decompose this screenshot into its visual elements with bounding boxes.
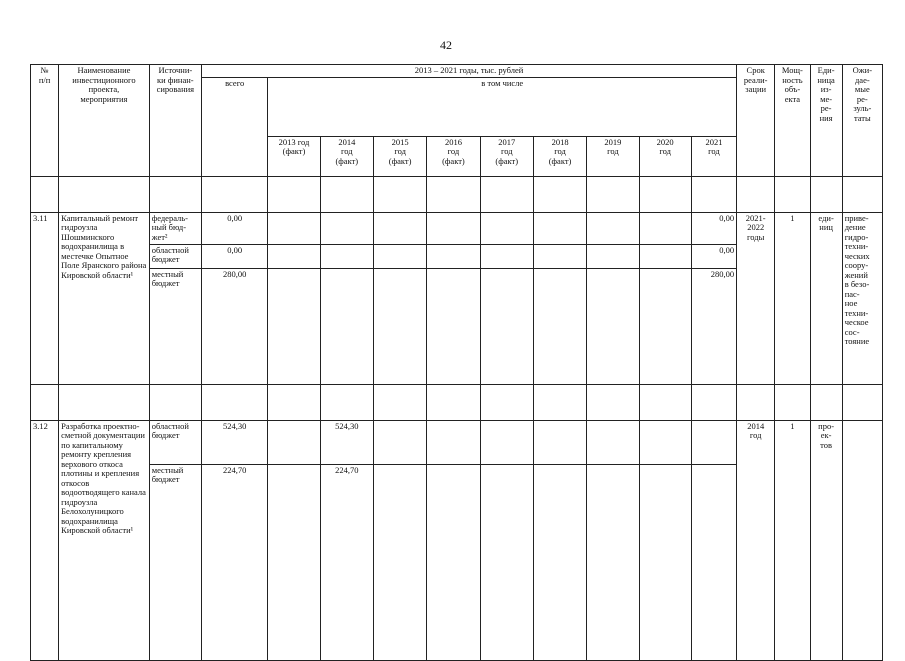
header-year-text: 2016 год (факт) bbox=[442, 136, 465, 166]
source-total bbox=[201, 268, 267, 384]
source-label-text: федераль- ный бюд- жет² bbox=[151, 212, 188, 242]
spacer-cell bbox=[201, 384, 267, 420]
source-total-text: 0,00 bbox=[227, 244, 243, 255]
header-capacity bbox=[775, 65, 810, 177]
spacer-cell bbox=[59, 384, 150, 420]
year-value-3 bbox=[427, 268, 480, 384]
year-value-3 bbox=[427, 212, 480, 244]
year-value-0 bbox=[268, 464, 320, 660]
year-value-1 bbox=[320, 244, 373, 268]
year-value-7 bbox=[639, 464, 691, 660]
spacer-cell bbox=[639, 176, 691, 212]
spacer-cell bbox=[268, 176, 320, 212]
header-year-0 bbox=[268, 136, 320, 176]
year-value-3 bbox=[427, 464, 480, 660]
spacer-cell bbox=[737, 384, 775, 420]
spacer-cell bbox=[533, 176, 586, 212]
row-unit bbox=[810, 212, 842, 384]
year-value-2 bbox=[373, 268, 426, 384]
header-year-1 bbox=[320, 136, 373, 176]
year-value-5 bbox=[533, 420, 586, 464]
year-value-8 bbox=[691, 464, 736, 660]
source-total bbox=[201, 420, 267, 464]
year-value-text: 280,00 bbox=[710, 268, 735, 279]
row-num bbox=[31, 420, 59, 660]
year-value-2 bbox=[373, 244, 426, 268]
header-capacity-text: Мощ- ность объ- екта bbox=[781, 65, 803, 104]
year-value-5 bbox=[533, 464, 586, 660]
header-period-text: 2013 – 2021 годы, тыс. рублей bbox=[414, 65, 524, 75]
year-value-5 bbox=[533, 268, 586, 384]
investment-table bbox=[30, 64, 883, 661]
header-num-text: № п/п bbox=[38, 65, 51, 85]
year-value-6 bbox=[587, 268, 639, 384]
spacer-cell bbox=[842, 176, 882, 212]
header-expected bbox=[842, 65, 882, 177]
spacer-cell bbox=[373, 384, 426, 420]
source-label bbox=[149, 464, 201, 660]
source-total-text: 524,30 bbox=[222, 420, 247, 431]
year-value-0 bbox=[268, 420, 320, 464]
source-label bbox=[149, 268, 201, 384]
year-value-0 bbox=[268, 268, 320, 384]
table-row bbox=[31, 420, 883, 464]
year-value-1 bbox=[320, 268, 373, 384]
spacer-cell bbox=[775, 176, 810, 212]
spacer-cell bbox=[149, 384, 201, 420]
year-value-7 bbox=[639, 244, 691, 268]
header-unit bbox=[810, 65, 842, 177]
spacer-cell bbox=[268, 384, 320, 420]
row-term-text: 2021- 2022 годы bbox=[745, 212, 766, 242]
year-value-5 bbox=[533, 244, 586, 268]
spacer-cell bbox=[587, 384, 639, 420]
spacer-cell bbox=[320, 384, 373, 420]
year-value-8 bbox=[691, 268, 736, 384]
spacer-cell bbox=[201, 176, 267, 212]
spacer-cell bbox=[31, 384, 59, 420]
year-value-2 bbox=[373, 212, 426, 244]
row-name-text: Разработка проектно-сметной документации по капитальному ремонту крепления верхового откоса плотины и крепления откосов водоотводящего канала гидроузла Белохолуницкого водохранилища Кировской области¹ bbox=[61, 420, 146, 535]
row-term-text: 2014 год bbox=[747, 420, 765, 440]
year-value-6 bbox=[587, 244, 639, 268]
header-year-text: 2017 год (факт) bbox=[495, 136, 519, 166]
spacer-cell bbox=[59, 176, 150, 212]
row-unit-text: еди- ниц bbox=[818, 212, 834, 232]
row-num bbox=[31, 212, 59, 384]
year-value-4 bbox=[480, 420, 533, 464]
year-value-7 bbox=[639, 212, 691, 244]
spacer-cell bbox=[31, 176, 59, 212]
year-value-3 bbox=[427, 420, 480, 464]
year-value-1 bbox=[320, 212, 373, 244]
header-term bbox=[737, 65, 775, 177]
year-value-1 bbox=[320, 464, 373, 660]
header-num bbox=[31, 65, 59, 177]
spacer-cell bbox=[691, 176, 736, 212]
header-year-3 bbox=[427, 136, 480, 176]
year-value-text: 0,00 bbox=[719, 244, 735, 255]
header-expected-text: Ожи- дае- мые ре- зуль- таты bbox=[852, 65, 873, 123]
row-term bbox=[737, 420, 775, 660]
year-value-6 bbox=[587, 212, 639, 244]
year-value-4 bbox=[480, 464, 533, 660]
header-name bbox=[59, 65, 150, 177]
spacer-cell bbox=[427, 384, 480, 420]
header-total bbox=[201, 77, 267, 176]
row-term bbox=[737, 212, 775, 384]
header-unit-text: Еди- ница из- ме- ре- ния bbox=[817, 65, 835, 123]
source-total bbox=[201, 212, 267, 244]
source-total bbox=[201, 244, 267, 268]
row-name-text: Капитальный ремонт гидроузла Шошминского водохранилища в местечке Опытное Поле Яранского района Кировской области¹ bbox=[61, 212, 147, 280]
spacer-cell bbox=[639, 384, 691, 420]
row-unit bbox=[810, 420, 842, 660]
header-source-text: Источни- ки финан- сирования bbox=[156, 65, 195, 94]
row-num-text: 3.11 bbox=[33, 212, 48, 223]
source-total bbox=[201, 464, 267, 660]
header-name-text: Наименование инвестиционного проекта, мероприятия bbox=[72, 65, 136, 104]
year-value-0 bbox=[268, 244, 320, 268]
header-year-4 bbox=[480, 136, 533, 176]
spacer-cell bbox=[533, 384, 586, 420]
source-total-text: 280,00 bbox=[222, 268, 247, 279]
row-num-text: 3.12 bbox=[33, 420, 48, 431]
year-value-6 bbox=[587, 464, 639, 660]
spacer-cell bbox=[149, 176, 201, 212]
source-label bbox=[149, 212, 201, 244]
header-year-7 bbox=[639, 136, 691, 176]
row-name bbox=[59, 420, 150, 660]
year-value-2 bbox=[373, 464, 426, 660]
spacer-cell bbox=[480, 384, 533, 420]
row-expected-text: приве- дение гидро- техни- ческих соору- жений в безо- пас- ное техни- ческое сос- тояние bbox=[844, 212, 870, 346]
year-value-7 bbox=[639, 420, 691, 464]
year-value-8 bbox=[691, 244, 736, 268]
spacer-cell bbox=[373, 176, 426, 212]
spacer-cell bbox=[810, 384, 842, 420]
row-capacity bbox=[775, 212, 810, 384]
header-year-text: 2013 год (факт) bbox=[278, 136, 310, 156]
header-year-2 bbox=[373, 136, 426, 176]
row-capacity-text: 1 bbox=[790, 420, 795, 431]
header-year-text: 2015 год (факт) bbox=[388, 136, 412, 166]
year-value-4 bbox=[480, 268, 533, 384]
source-label-text: местный бюджет bbox=[151, 464, 184, 484]
page-number: 42 bbox=[440, 38, 452, 52]
year-value-1 bbox=[320, 420, 373, 464]
header-including bbox=[268, 77, 737, 136]
header-year-text: 2014 год (факт) bbox=[335, 136, 359, 166]
spacer-cell bbox=[775, 384, 810, 420]
source-label-text: областной бюджет bbox=[151, 244, 189, 264]
header-total-text: всего bbox=[225, 77, 245, 88]
year-value-8 bbox=[691, 212, 736, 244]
spacer-cell bbox=[691, 384, 736, 420]
source-label bbox=[149, 420, 201, 464]
source-label-text: местный бюджет bbox=[151, 268, 184, 288]
header-source bbox=[149, 65, 201, 177]
year-value-text: 0,00 bbox=[719, 212, 735, 223]
spacer-cell bbox=[320, 176, 373, 212]
row-unit-text: про- ек- тов bbox=[818, 420, 835, 450]
spacer-cell bbox=[737, 176, 775, 212]
year-value-7 bbox=[639, 268, 691, 384]
row-capacity-text: 1 bbox=[790, 212, 795, 223]
source-total-text: 0,00 bbox=[227, 212, 243, 223]
year-value-text: 524,30 bbox=[335, 420, 359, 431]
source-label bbox=[149, 244, 201, 268]
spacer-cell bbox=[427, 176, 480, 212]
spacer-cell bbox=[842, 384, 882, 420]
year-value-3 bbox=[427, 244, 480, 268]
year-value-8 bbox=[691, 420, 736, 464]
header-year-8 bbox=[691, 136, 736, 176]
header-year-text: 2019 год bbox=[604, 136, 622, 156]
header-term-text: Срок реали- зации bbox=[743, 65, 768, 94]
header-period bbox=[201, 65, 736, 78]
year-value-2 bbox=[373, 420, 426, 464]
spacer-cell bbox=[587, 176, 639, 212]
year-value-0 bbox=[268, 212, 320, 244]
spacer-cell bbox=[810, 176, 842, 212]
header-year-5 bbox=[533, 136, 586, 176]
year-value-6 bbox=[587, 420, 639, 464]
year-value-5 bbox=[533, 212, 586, 244]
header-year-6 bbox=[587, 136, 639, 176]
year-value-text: 224,70 bbox=[335, 464, 359, 475]
source-total-text: 224,70 bbox=[222, 464, 247, 475]
header-year-text: 2018 год (факт) bbox=[548, 136, 572, 166]
spacer-cell bbox=[480, 176, 533, 212]
source-label-text: областной бюджет bbox=[151, 420, 189, 440]
year-value-4 bbox=[480, 244, 533, 268]
row-expected bbox=[842, 212, 882, 384]
table-row bbox=[31, 212, 883, 244]
row-expected bbox=[842, 420, 882, 660]
year-value-4 bbox=[480, 212, 533, 244]
header-including-text: в том числе bbox=[481, 77, 524, 88]
row-name bbox=[59, 212, 150, 384]
header-year-text: 2021 год bbox=[705, 136, 723, 156]
header-year-text: 2020 год bbox=[656, 136, 674, 156]
row-capacity bbox=[775, 420, 810, 660]
